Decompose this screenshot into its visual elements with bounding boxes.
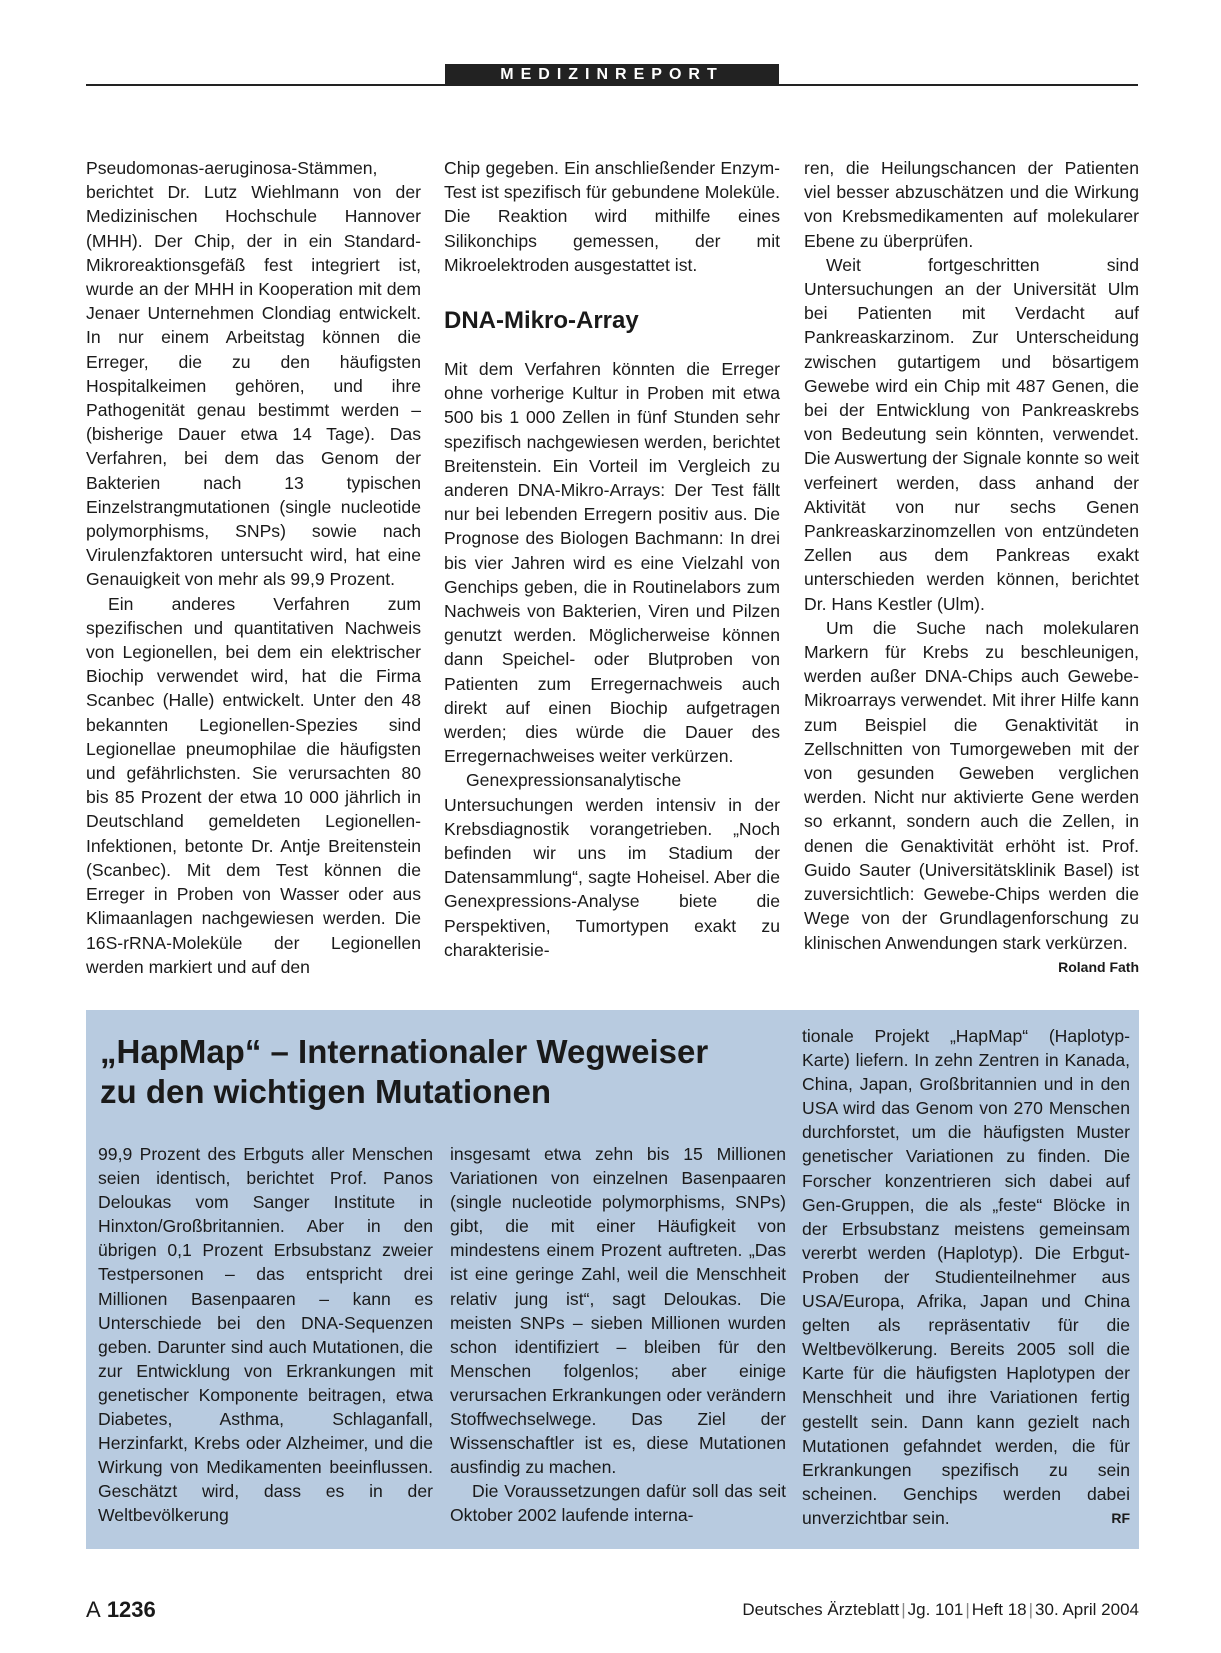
article-column-1 bbox=[86, 156, 421, 979]
subheading: DNA-Mikro-Array bbox=[444, 307, 639, 335]
paragraph-text: tionale Projekt „HapMap“ (Haplotyp-Karte) liefern. In zehn Zentren in Kanada, China, Japan, Großbritannien und in den USA wird das Genom von 270 Menschen durchforstet, um die häufigsten Muster genetischer Variationen zu finden. Die Forscher konzentrieren sich dabei auf Gen-Gruppen, die als „feste“ Blöcke in der Erbsubstanz meistens gemeinsam vererbt werden (Haplotyp). Die Erbgut-Proben der Studienteilnehmer aus USA/Europa, Afrika, Japan und China gelten als repräsentativ für die Weltbevölkerung. Bereits 2005 soll die Karte für die häufigsten Haplotypen der Menschheit und ihre Variationen fertig gestellt sein. Dann kann gezielt nach Mutationen gefahndet werden, die für Erkrankungen spezifisch zu sein scheinen. Genchips werden dabei unverzichtbar sein. bbox=[802, 1026, 1130, 1528]
paragraph bbox=[802, 1024, 1130, 1530]
paragraph: Die Voraussetzungen dafür soll das seit Oktober 2002 laufende interna- bbox=[450, 1481, 786, 1526]
paragraph: Chip gegeben. Ein anschließender Enzym-Test ist spezifisch für gebundene Moleküle. Die Reaktion wird mithilfe eines Silikonchips gemessen, der mit Mikroelektroden ausgestattet ist. bbox=[444, 158, 780, 275]
paragraph: Weit fortgeschritten sind Untersuchungen an der Universität Ulm bei Patienten mit Verdacht auf Pankreaskarzinom. Zur Unterscheidung zwischen gutartigem und bösartigem Gewebe wird ein Chip mit 487 Genen, die bei der Entwicklung von Pankreaskrebs von Bedeutung sein könnten, verwendet. Die Auswertung der Signale konnte so weit verfeinert werden, dass anhand der Aktivität von nur sechs Genen Pankreaskarzinomzellen von entzündeten Zellen aus dem Pankreas exakt unterschieden werden können, berichtet Dr. Hans Kestler (Ulm). bbox=[804, 254, 1139, 614]
author-signature: Roland Fath bbox=[1058, 958, 1139, 975]
issue: Heft 18 bbox=[971, 1600, 1027, 1619]
section-label: MEDIZINREPORT bbox=[445, 64, 779, 86]
paragraph: Ein anderes Verfahren zum spezifischen und quantitativen Nachweis von Legionellen, bei dem ein elektrischer Biochip verwendet wird, hat die Firma Scanbec (Halle) entwickelt. Unter den 48 bekannten Legionellen-Spezies sind Legionellae pneumophilae die häufigsten und gefährlichsten. Sie verursachten 80 bis 85 Prozent der etwa 10 000 jährlich in Deutschland gemeldeten Legionellen-Infektionen, betonte Dr. Antje Breitenstein (Scanbec). Mit dem Test können die Erreger in Proben von Wasser oder aus Klimaanlagen nachgewiesen werden. Die 16S-rRNA-Moleküle der Legionellen werden markiert und auf den bbox=[86, 593, 421, 977]
page-number-value: 1236 bbox=[106, 1597, 156, 1622]
article-column-3 bbox=[804, 156, 1139, 979]
journal-name: Deutsches Ärzteblatt bbox=[742, 1600, 900, 1619]
box-column-3 bbox=[802, 1024, 1130, 1530]
paragraph: Pseudomonas-aeruginosa-Stämmen, berichtet Dr. Lutz Wiehlmann von der Medizinischen Hochschule Hannover (MHH). Der Chip, der in ein Standard-Mikroreaktionsgefäß fest integriert ist, wurde an der MHH in Kooperation mit dem Jenaer Unternehmen Clondiag entwickelt. In nur einem Arbeitstag können die Erreger, die zu den häufigsten Hospitalkeimen gehören, und ihre Pathogenität genau bestimmt werden – (bisherige Dauer etwa 14 Tage). Das Verfahren, bei dem das Genom der Bakterien nach 13 typischen Einzelstrangmutationen (single nucleotide polymorphisms, SNPs) sowie nach Virulenzfaktoren untersucht wird, hat eine Genauigkeit von mehr als 99,9 Prozent. bbox=[86, 158, 421, 590]
box-title: „HapMap“ – Internationaler Wegweiser zu den wichtigen Mutationen bbox=[100, 1033, 709, 1110]
paragraph-text: Um die Suche nach molekularen Markern für Krebs zu beschleunigen, werden außer DNA-Chips auch Gewebe-Mikroarrays verwendet. Mit ihrer Hilfe kann zum Beispiel die Genaktivität in Zellschnitten von Tumorgeweben mit der von gesunden Geweben verglichen werden. Nicht nur aktivierte Gene werden so erkannt, sondern auch die Zellen, in denen die Genaktivität erhöht ist. Prof. Guido Sauter (Universitätsklinik Basel) ist zuversichtlich: Gewebe-Chips werden die Wege von der Grundlagenforschung zu klinischen Anwendungen stark verkürzen. bbox=[804, 617, 1139, 953]
sidebar-box bbox=[86, 1010, 1139, 1549]
page-number bbox=[86, 1597, 156, 1623]
paragraph: Genexpressionsanalytische Untersuchungen werden intensiv in der Krebsdiagnostik vorangetrieben. „Noch befinden wir uns im Stadium der Datensammlung“, sagte Hoheisel. Aber die Genexpressions-Analyse biete die Perspektiven, Tumortypen exakt zu charakterisie- bbox=[444, 770, 780, 960]
paragraph: Mit dem Verfahren könnten die Erreger ohne vorherige Kultur in Proben mit etwa 500 bis 1 000 Zellen in fünf Stunden sehr spezifisch nachgewiesen werden, berichtet Breitenstein. Ein Vorteil im Vergleich zu anderen DNA-Mikro-Arrays: Der Test fällt nur bei lebenden Erregern positiv aus. Die Prognose des Biologen Bachmann: In drei bis vier Jahren wird es eine Vielzahl von Genchips geben, die in Routinelabors zum Nachweis von Bakterien, Viren und Pilzen genutzt werden. Möglicherweise können dann Speichel- oder Blutproben von Patienten zum Erregernachweis auch direkt auf einen Biochip aufgetragen werden; dies würde die Dauer des Erregernachweises weiter verkürzen. bbox=[444, 359, 780, 767]
page-prefix: A bbox=[86, 1597, 101, 1622]
paragraph: insgesamt etwa zehn bis 15 Millionen Variationen von einzelnen Basenpaaren (single nucleotide polymorphisms, SNPs) gibt, die mit einer Häufigkeit von mindestens einem Prozent auftreten. „Das ist eine geringe Zahl, weil die Menschheit relativ jung ist“, sagt Deloukas. Die meisten SNPs – sieben Millionen wurden schon identifiziert – bleiben für den Menschen folgenlos; aber einige verursachen Erkrankungen oder verändern Stoffwechselwege. Das Ziel der Wissenschaftler ist es, diese Mutationen ausfindig zu machen. bbox=[450, 1144, 786, 1478]
publication-info: Deutsches Ärzteblatt | Jg. 101 | Heft 18 | 30. April 2004 bbox=[742, 1600, 1139, 1619]
date: 30. April 2004 bbox=[1035, 1600, 1139, 1619]
article-column-2 bbox=[444, 156, 780, 962]
box-author: RF bbox=[1111, 1509, 1130, 1526]
paragraph: 99,9 Prozent des Erbguts aller Menschen seien identisch, berichtet Prof. Panos Deloukas vom Sanger Institute in Hinxton/Großbritannien. Aber in den übrigen 0,1 Prozent Erbsubstanz zweier Testpersonen – das entspricht drei Millionen Basenpaaren – kann es Unterschiede bei den DNA-Sequenzen geben. Darunter sind auch Mutationen, die zur Entwicklung von Erkrankungen mit genetischer Komponente beitragen, etwa Diabetes, Asthma, Schlaganfall, Herzinfarkt, Krebs oder Alzheimer, und die Wirkung von Medikamenten beeinflussen. Geschätzt wird, dass es in der Weltbevölkerung bbox=[98, 1144, 433, 1526]
box-column-1 bbox=[98, 1142, 433, 1528]
paragraph: ren, die Heilungschancen der Patienten viel besser abzuschätzen und die Wirkung von Krebsmedikamenten auf molekularer Ebene zu überprüfen. bbox=[804, 158, 1139, 251]
box-column-2 bbox=[450, 1142, 786, 1528]
paragraph bbox=[804, 616, 1139, 975]
volume: Jg. 101 bbox=[907, 1600, 964, 1619]
